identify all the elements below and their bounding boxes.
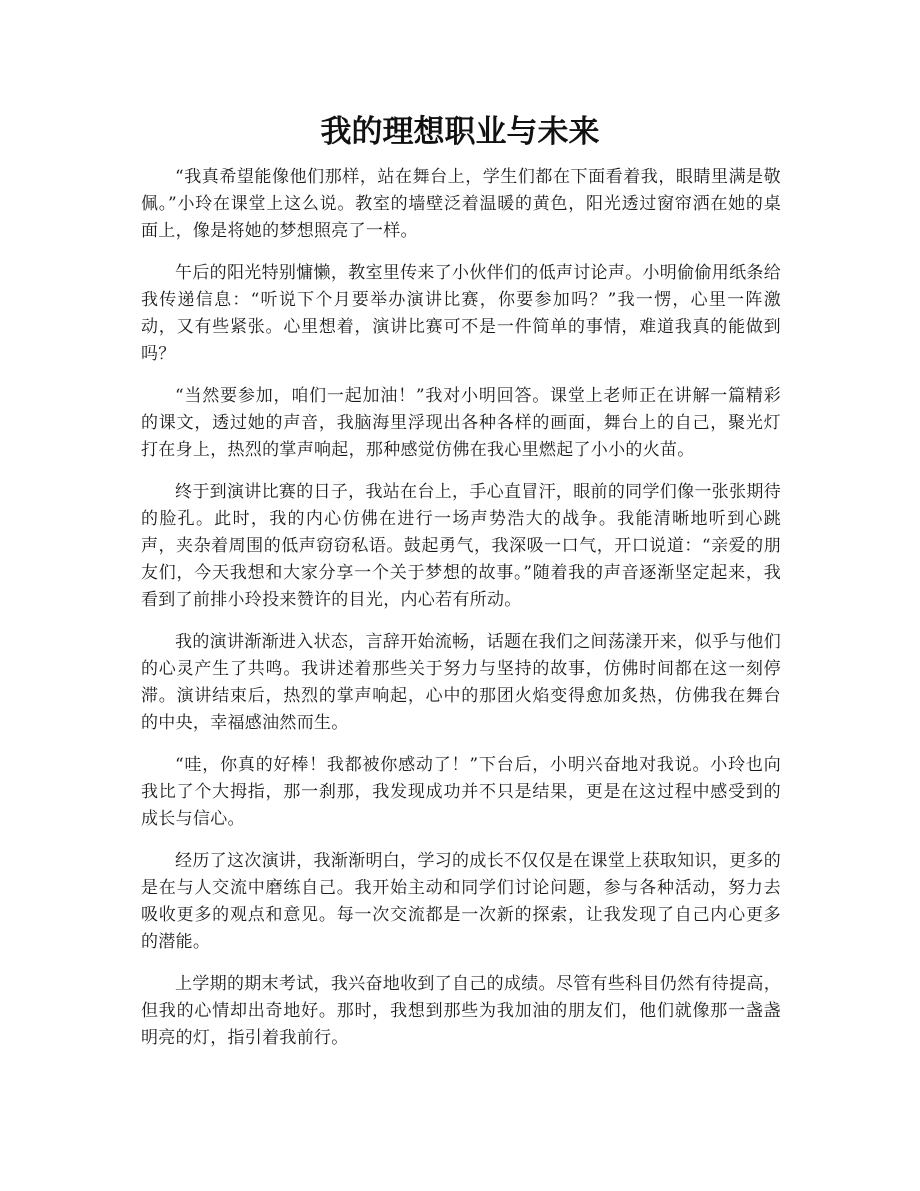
document-body: [141, 164, 781, 1067]
paragraph: 终于到演讲比赛的日子，我站在台上，手心直冒汗，眼前的同学们像一张张期待的脸孔。此时，我的内心仿佛在进行一场声势浩大的战争。我能清晰地听到心跳声，夹杂着周围的低声窃窃私语。鼓起勇气，我深吸一口气，开口说道：“亲爱的朋友们，今天我想和大家分享一个关于梦想的故事。”随着我的声音逐渐坚定起来，我看到了前排小玲投来赞许的目光，内心若有所动。: [141, 482, 781, 610]
paragraph: “哇，你真的好棒！我都被你感动了！”下台后，小明兴奋地对我说。小玲也向我比了个大拇指，那一刹那，我发现成功并不只是结果，更是在这过程中感受到的成长与信心。: [141, 755, 781, 829]
paragraph: 午后的阳光特别慵懒，教室里传来了小伙伴们的低声讨论声。小明偷偷用纸条给我传递信息：“听说下个月要举办演讲比赛，你要参加吗？”我一愣，心里一阵激动，又有些紧张。心里想着，演讲比赛可不是一件简单的事情，难道我真的能做到吗？: [141, 263, 781, 364]
paragraph: 我的演讲渐渐进入状态，言辞开始流畅，话题在我们之间荡漾开来，似乎与他们的心灵产生了共鸣。我讲述着那些关于努力与坚持的故事，仿佛时间都在这一刻停滞。演讲结束后，热烈的掌声响起，心中的那团火焰变得愈加炙热，仿佛我在舞台的中央，幸福感油然而生。: [141, 632, 781, 733]
paragraph: 上学期的期末考试，我兴奋地收到了自己的成绩。尽管有些科目仍然有待提高，但我的心情却出奇地好。那时，我想到那些为我加油的朋友们，他们就像那一盏盏明亮的灯，指引着我前行。: [141, 974, 781, 1048]
paragraph: “当然要参加，咱们一起加油！”我对小明回答。课堂上老师正在讲解一篇精彩的课文，透过她的声音，我脑海里浮现出各种各样的画面，舞台上的自己，聚光灯打在身上，热烈的掌声响起，那种感觉仿佛在我心里燃起了小小的火苗。: [141, 386, 781, 460]
paragraph: 经历了这次演讲，我渐渐明白，学习的成长不仅仅是在课堂上获取知识，更多的是在与人交流中磨练自己。我开始主动和同学们讨论问题，参与各种活动，努力去吸收更多的观点和意见。每一次交流都是一次新的探索，让我发现了自己内心更多的潜能。: [141, 851, 781, 952]
paragraph: “我真希望能像他们那样，站在舞台上，学生们都在下面看着我，眼睛里满是敬佩。”小玲在课堂上这么说。教室的墙壁泛着温暖的黄色，阳光透过窗帘洒在她的桌面上，像是将她的梦想照亮了一样。: [141, 167, 781, 241]
document-title: 我的理想职业与未来: [320, 114, 600, 150]
